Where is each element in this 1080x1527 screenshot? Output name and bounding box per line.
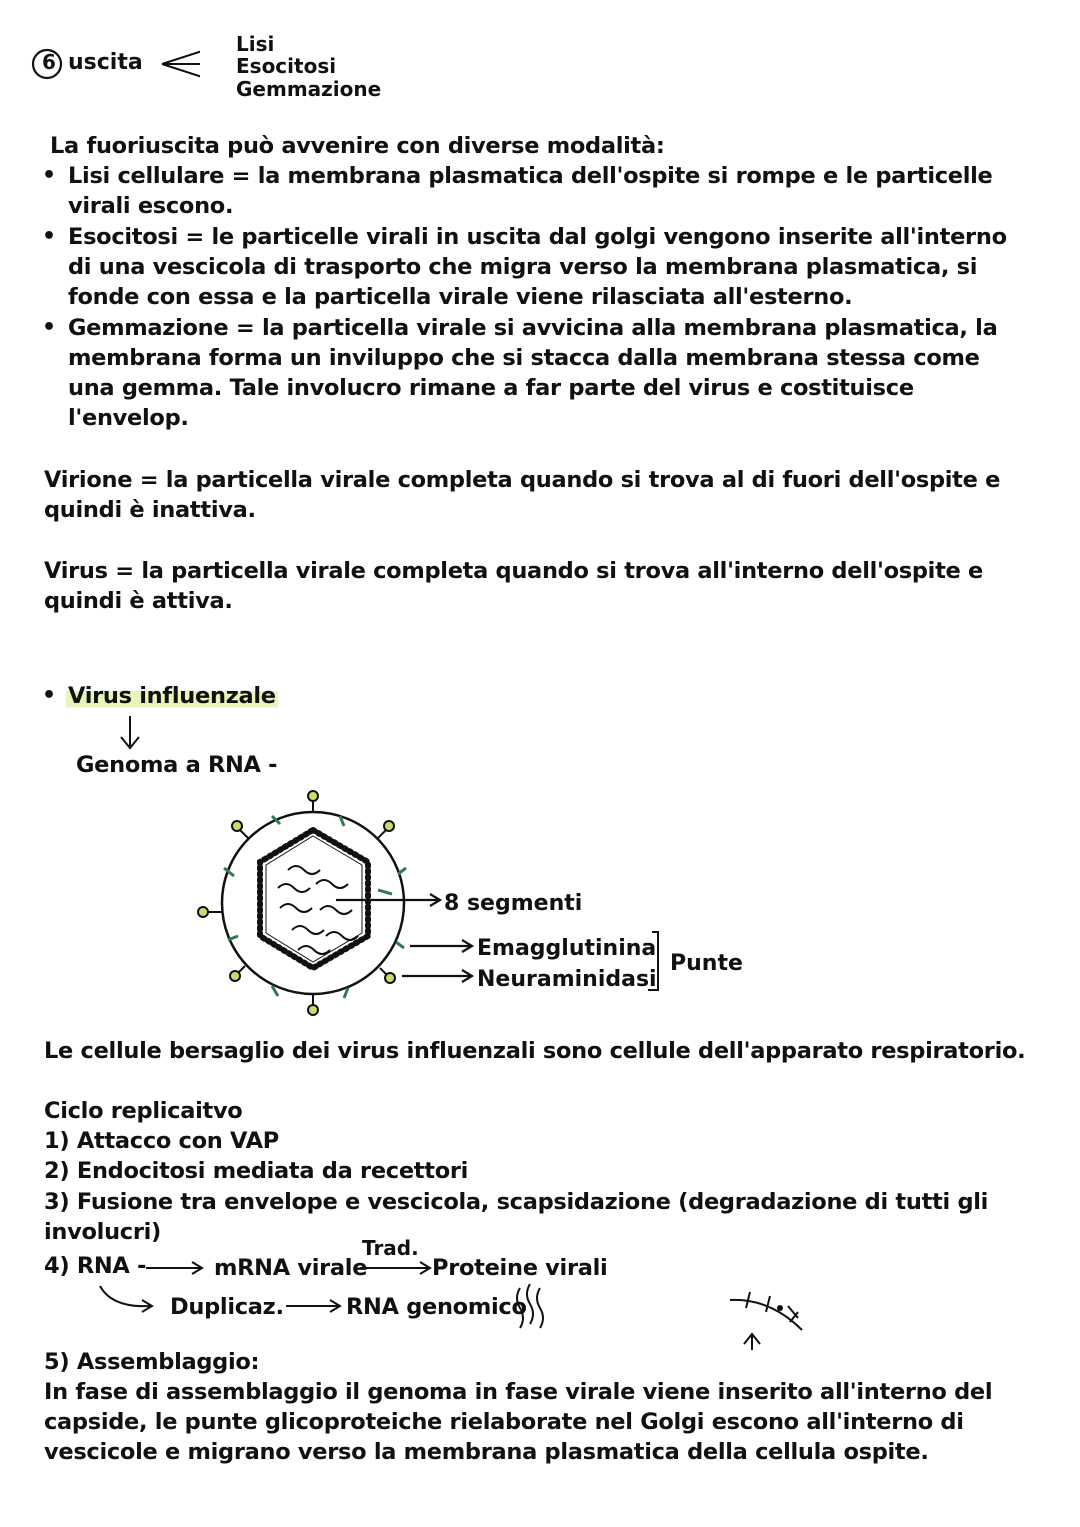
brace-lines (162, 42, 200, 86)
mode-gemmazione-line: una gemma. Tale involucro rimane a far parte del virus e costituisce (68, 375, 914, 401)
genome-label: Genoma a RNA - (76, 752, 278, 778)
cycle-step-2: 2) Endocitosi mediata da recettori (44, 1158, 469, 1184)
mode-gemmazione-line: membrana forma un inviluppo che si stacca dalla membrana stessa come (68, 345, 980, 371)
mode-gemmazione-line: l'envelop. (68, 405, 189, 431)
bullet: • (42, 315, 57, 340)
exit-option-lisi: Lisi (236, 32, 275, 56)
mode-gemmazione-line: Gemmazione = la particella virale si avvicina alla membrana plasmatica, la (68, 315, 998, 341)
cycle-title: Ciclo replicaitvo (44, 1098, 243, 1124)
down-arrow-icon (116, 714, 146, 754)
cycle-step-5-title: 5) Assemblaggio: (44, 1349, 260, 1375)
cycle-step-1: 1) Attacco con VAP (44, 1128, 279, 1154)
cycle-step-5-line: In fase di assemblaggio il genoma in fase virale viene inserito all'interno del (44, 1379, 993, 1405)
cycle-step-3: involucri) (44, 1219, 162, 1245)
translation-label: Trad. (362, 1236, 419, 1260)
target-cells-text: Le cellule bersaglio dei virus influenzali sono cellule dell'apparato respiratorio. (44, 1038, 1026, 1064)
proteins-label: Proteine virali (432, 1255, 608, 1281)
neuraminidase-label: Neuraminidasi (477, 967, 657, 992)
influenza-title-text: Virus influenzale (68, 683, 276, 709)
bullet: • (42, 683, 57, 708)
spikes-label: Punte (670, 951, 743, 976)
definition-virus: quindi è attiva. (44, 588, 233, 614)
mode-esocitosi-line: di una vescicola di trasporto che migra verso la membrana plasmatica, si (68, 254, 978, 280)
influenza-title (66, 683, 278, 709)
bullet: • (42, 224, 57, 249)
cycle-step-3: 3) Fusione tra envelope e vescicola, scapsidazione (degradazione di tutti gli (44, 1189, 989, 1215)
cycle-step-5-line: capside, le punte glicoproteiche rielaborate nel Golgi escono all'interno di (44, 1409, 964, 1435)
intro-text: La fuoriuscita può avvenire con diverse modalità: (50, 133, 665, 159)
rna-segments (278, 866, 358, 954)
mode-esocitosi-line: fonde con essa e la particella virale viene rilasciata all'esterno. (68, 284, 853, 310)
exit-option-esocitosi: Esocitosi (236, 54, 337, 78)
mrna-label: mRNA virale (214, 1255, 368, 1281)
mode-lisi-line: virali escono. (68, 193, 234, 219)
step-number: 6 (42, 50, 56, 74)
genomic-rna-label: RNA genomico (346, 1294, 527, 1320)
exit-label: uscita (68, 50, 143, 75)
duplication-label: Duplicaz. (170, 1294, 284, 1320)
cycle-step-5-line: vescicole e migrano verso la membrana plasmatica della cellula ospite. (44, 1439, 929, 1465)
step-4-arrows (90, 1250, 810, 1350)
exit-option-gemmazione: Gemmazione (236, 77, 382, 101)
bullet: • (42, 163, 57, 188)
segments-label: 8 segmenti (444, 891, 583, 916)
definition-virus: Virus = la particella virale completa quando si trova all'interno dell'ospite e (44, 558, 983, 584)
virus-diagram (180, 790, 780, 1020)
mode-esocitosi-line: Esocitosi = le particelle virali in uscita dal golgi vengono inserite all'interno (68, 224, 1007, 250)
definition-virione: Virione = la particella virale completa quando si trova al di fuori dell'ospite e (44, 467, 1001, 493)
definition-virione: quindi è inattiva. (44, 497, 256, 523)
hemagglutinin-label: Emagglutinina (477, 936, 657, 961)
cycle-step-4-prefix: 4) RNA - (44, 1253, 147, 1279)
mode-lisi-line: Lisi cellulare = la membrana plasmatica dell'ospite si rompe e le particelle (68, 163, 993, 189)
